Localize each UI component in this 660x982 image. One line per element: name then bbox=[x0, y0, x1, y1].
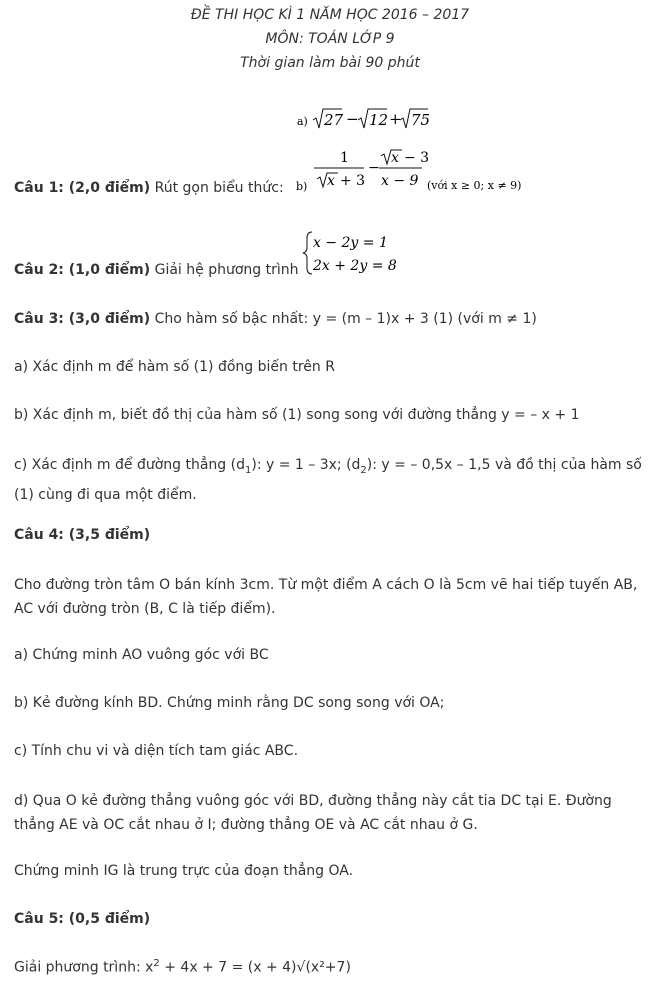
q1-condition: (với x ≥ 0; x ≠ 9) bbox=[427, 179, 522, 192]
q1-a-minus: − bbox=[346, 110, 359, 128]
q1-b-num2-var: x bbox=[391, 150, 399, 166]
q1-a-term2: 12 bbox=[369, 111, 389, 129]
q2-text: Giải hệ phương trình bbox=[154, 262, 299, 278]
q3-label: Câu 3: (3,0 điểm) bbox=[14, 311, 151, 327]
d1-subscript: 1 bbox=[244, 464, 252, 476]
q4-part-d: d) Qua O kẻ đường thẳng vuông góc với BD, đường thẳng này cắt tia DC tại E. Đường thẳng AE và OC cắt nhau ở I; đường thẳng OE và AC cắt nhau ở G. bbox=[14, 793, 612, 833]
exam-title: ĐỀ THI HỌC KÌ 1 NĂM HỌC 2016 – 2017 bbox=[190, 7, 470, 23]
q3-part-a: a) Xác định m để hàm số (1) đồng biến trên R bbox=[14, 359, 335, 375]
q3-text: Cho hàm số bậc nhất: y = (m – 1)x + 3 (1) (với m ≠ 1) bbox=[154, 311, 537, 327]
q2-eq1: x − 2y = 1 bbox=[313, 235, 388, 251]
q5-equation: Giải phương trình: $x^2 + 4x + 7 = (x + 4)√(x^2+7)$ bbox=[14, 958, 351, 976]
d2-subscript: 2 bbox=[360, 464, 367, 476]
q1-text: Rút gọn biểu thức: bbox=[154, 180, 284, 196]
q1-b-den2: x − 9 bbox=[381, 173, 419, 189]
q1-label: Câu 1: (2,0 điểm) bbox=[14, 180, 151, 196]
q3-part-c: c) Xác định m để đường thẳng $(d_1)$: y = 1 – 3x; $(d_2)$: y = – 0,5x – 1,5 và đồ thị của hàm số (1) cùng đi qua một điểm. bbox=[14, 457, 642, 503]
q5-label-line bbox=[14, 911, 150, 927]
q1-b-den1-rest: + 3 bbox=[340, 173, 366, 189]
q1-line bbox=[14, 180, 284, 196]
q4-label: Câu 4: (3,5 điểm) bbox=[14, 527, 151, 543]
q4-part-b: b) Kẻ đường kính BD. Chứng minh rằng DC song song với OA; bbox=[14, 695, 445, 711]
q4-intro: Cho đường tròn tâm O bán kính 3cm. Từ một điểm A cách O là 5cm vẽ hai tiếp tuyến AB, AC với đường tròn (B, C là tiếp điểm). bbox=[14, 577, 638, 617]
q1-b-label: b) bbox=[296, 180, 308, 193]
q3-line bbox=[14, 311, 537, 327]
q1-b-den1-var: x bbox=[327, 173, 335, 189]
q2-label: Câu 2: (1,0 điểm) bbox=[14, 262, 151, 278]
q2-system-of-equations bbox=[302, 228, 412, 278]
q2-line bbox=[14, 262, 299, 278]
q1-expression-b bbox=[292, 146, 537, 198]
square-superscript: 2 bbox=[153, 958, 160, 969]
q1-a-term1: 27 bbox=[324, 111, 344, 129]
q4-part-c: c) Tính chu vi và diện tích tam giác ABC. bbox=[14, 743, 299, 759]
q2-eq2: 2x + 2y = 8 bbox=[313, 258, 397, 274]
q4-conclusion: Chứng minh IG là trung trực của đoạn thẳng OA. bbox=[14, 863, 354, 879]
q1-b-minus: − bbox=[368, 160, 380, 176]
q4-part-a: a) Chứng minh AO vuông góc với BC bbox=[14, 647, 269, 663]
q1-b-num1: 1 bbox=[340, 150, 349, 166]
q1-a-term3: 75 bbox=[411, 111, 431, 129]
exam-duration: Thời gian làm bài 90 phút bbox=[240, 55, 420, 71]
exam-subject: MÔN: TOÁN LỚP 9 bbox=[265, 31, 395, 47]
q3-part-b: b) Xác định m, biết đồ thị của hàm số (1) song song với đường thẳng y = – x + 1 bbox=[14, 407, 580, 423]
q1-a-plus: + bbox=[389, 110, 402, 128]
q1-expression-a bbox=[290, 103, 440, 133]
q5-label: Câu 5: (0,5 điểm) bbox=[14, 911, 151, 927]
q1-a-label: a) bbox=[297, 115, 308, 128]
q4-label-line bbox=[14, 527, 150, 543]
q1-b-num2-rest: − 3 bbox=[404, 150, 430, 166]
